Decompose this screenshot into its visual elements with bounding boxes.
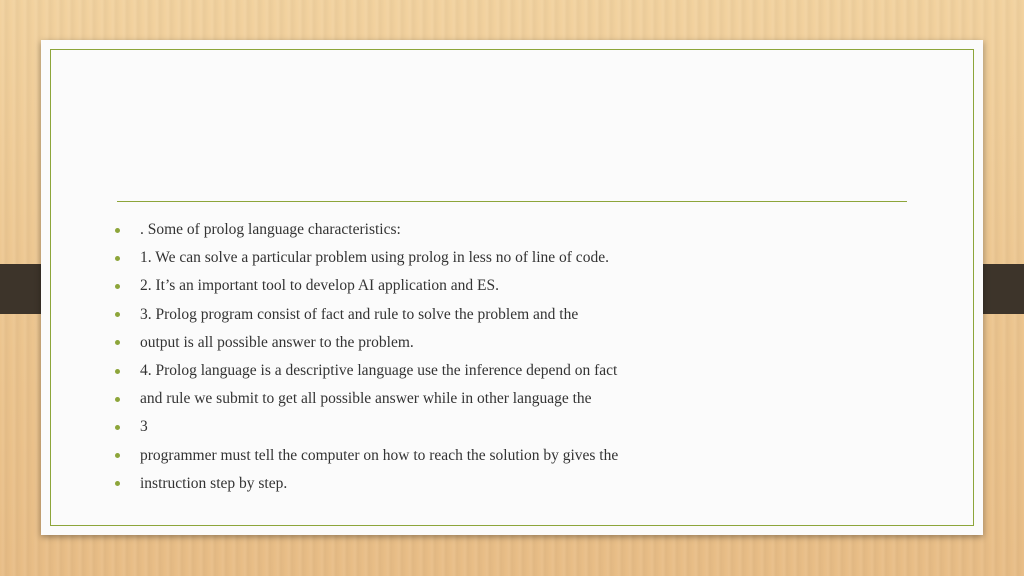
bullet-dot-icon — [115, 453, 120, 458]
bullet-item — [115, 357, 618, 385]
bullet-dot-icon — [115, 369, 120, 374]
bullet-text: 1. We can solve a particular problem using prolog in less no of line of code. — [140, 249, 609, 267]
bullet-dot-icon — [115, 425, 120, 430]
title-divider-line — [117, 201, 907, 202]
bullet-text: 3. Prolog program consist of fact and rule to solve the problem and the — [140, 305, 579, 323]
bullet-item — [115, 329, 618, 357]
bullet-dot-icon — [115, 284, 120, 289]
bullet-item — [115, 385, 618, 413]
bullet-text: output is all possible answer to the problem. — [140, 333, 414, 351]
bullet-item — [115, 272, 618, 300]
bullet-item — [115, 216, 618, 244]
bullet-dot-icon — [115, 312, 120, 317]
slide-canvas — [41, 40, 983, 535]
bullet-dot-icon — [115, 481, 120, 486]
bullet-dot-icon — [115, 397, 120, 402]
bullet-text: and rule we submit to get all possible answer while in other language the — [140, 390, 592, 408]
bullet-text: . Some of prolog language characteristics: — [140, 221, 401, 239]
bullet-item — [115, 413, 618, 441]
bullet-text: programmer must tell the computer on how to reach the solution by gives the — [140, 446, 619, 464]
bullet-dot-icon — [115, 256, 120, 261]
bullet-item — [115, 470, 618, 498]
bullet-dot-icon — [115, 228, 120, 233]
bullet-list — [115, 216, 618, 498]
bullet-text: 2. It’s an important tool to develop AI application and ES. — [140, 277, 500, 295]
bullet-text: 3 — [140, 418, 148, 436]
bullet-text: instruction step by step. — [140, 474, 288, 492]
bullet-text: 4. Prolog language is a descriptive language use the inference depend on fact — [140, 362, 618, 380]
bullet-item — [115, 244, 618, 272]
bullet-item — [115, 442, 618, 470]
bullet-dot-icon — [115, 340, 120, 345]
bullet-item — [115, 301, 618, 329]
